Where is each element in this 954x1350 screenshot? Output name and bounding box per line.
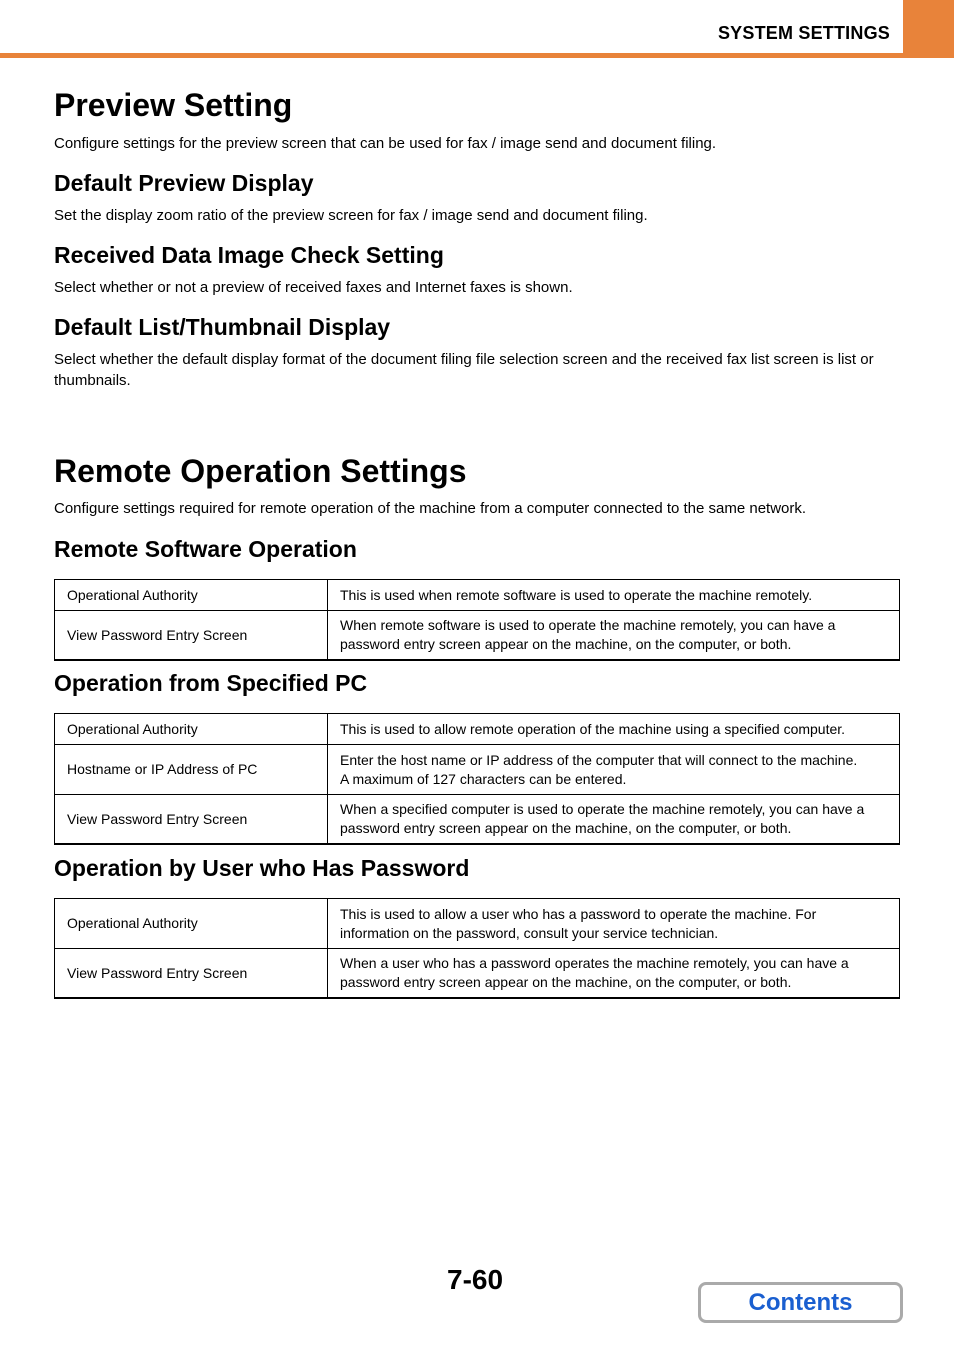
table-key: View Password Entry Screen <box>55 795 328 845</box>
remote-software-operation-heading: Remote Software Operation <box>54 536 357 562</box>
section-title: SYSTEM SETTINGS <box>717 23 890 43</box>
header-tab <box>903 0 954 58</box>
table-row <box>55 580 900 611</box>
table-key: View Password Entry Screen <box>55 611 328 661</box>
remote-software-table <box>54 579 900 661</box>
table-row <box>55 611 900 661</box>
table-key: Operational Authority <box>55 580 328 611</box>
table-row <box>55 795 900 845</box>
table-key: View Password Entry Screen <box>55 949 328 999</box>
user-password-table <box>54 898 900 999</box>
operation-from-specified-pc-heading: Operation from Specified PC <box>54 670 368 696</box>
table-key: Hostname or IP Address of PC <box>55 745 328 795</box>
preview-setting-title: Preview Setting <box>54 87 293 123</box>
table-key: Operational Authority <box>55 714 328 745</box>
received-data-image-check-heading: Received Data Image Check Setting <box>54 242 444 268</box>
operation-by-user-heading: Operation by User who Has Password <box>54 855 470 881</box>
table-row <box>55 745 900 795</box>
table-value <box>328 745 900 795</box>
default-list-thumbnail-heading: Default List/Thumbnail Display <box>54 314 391 340</box>
preview-intro: Configure settings for the preview screen that can be used for fax / image send and document filing. <box>54 135 717 152</box>
table-row <box>55 899 900 949</box>
default-preview-display-text: Set the display zoom ratio of the preview screen for fax / image send and document filing. <box>54 207 648 224</box>
table-value: This is used when remote software is used to operate the machine remotely. <box>328 580 900 611</box>
table-value: When a specified computer is used to operate the machine remotely, you can have a password entry screen appear on the machine, on the computer, or both. <box>328 795 900 845</box>
received-data-image-check-text: Select whether or not a preview of received faxes and Internet faxes is shown. <box>54 279 573 296</box>
default-list-thumbnail-text: Select whether the default display format of the document filing file selection screen and the received fax list screen is list or thumbnails. <box>54 351 874 389</box>
table-row <box>55 949 900 999</box>
table-value: When remote software is used to operate the machine remotely, you can have a password entry screen appear on the machine, on the computer, or both. <box>328 611 900 661</box>
table-value-line: Enter the host name or IP address of the computer that will connect to the machine. <box>340 751 858 768</box>
table-key: Operational Authority <box>55 899 328 949</box>
contents-button[interactable]: Contents <box>698 1282 903 1323</box>
table-value: This is used to allow a user who has a password to operate the machine. For information on the password, consult your service technician. <box>328 899 900 949</box>
remote-intro: Configure settings required for remote operation of the machine from a computer connected to the same network. <box>54 500 807 517</box>
table-value-line: A maximum of 127 characters can be entered. <box>340 770 627 787</box>
header-bar <box>0 53 954 58</box>
remote-operation-title: Remote Operation Settings <box>54 453 467 489</box>
table-value: This is used to allow remote operation of the machine using a specified computer. <box>328 714 900 745</box>
table-value: When a user who has a password operates the machine remotely, you can have a password entry screen appear on the machine, on the computer, or both. <box>328 949 900 999</box>
specified-pc-table <box>54 713 900 845</box>
table-row <box>55 714 900 745</box>
page-number: 7-60 <box>447 1264 504 1295</box>
default-preview-display-heading: Default Preview Display <box>54 170 314 196</box>
